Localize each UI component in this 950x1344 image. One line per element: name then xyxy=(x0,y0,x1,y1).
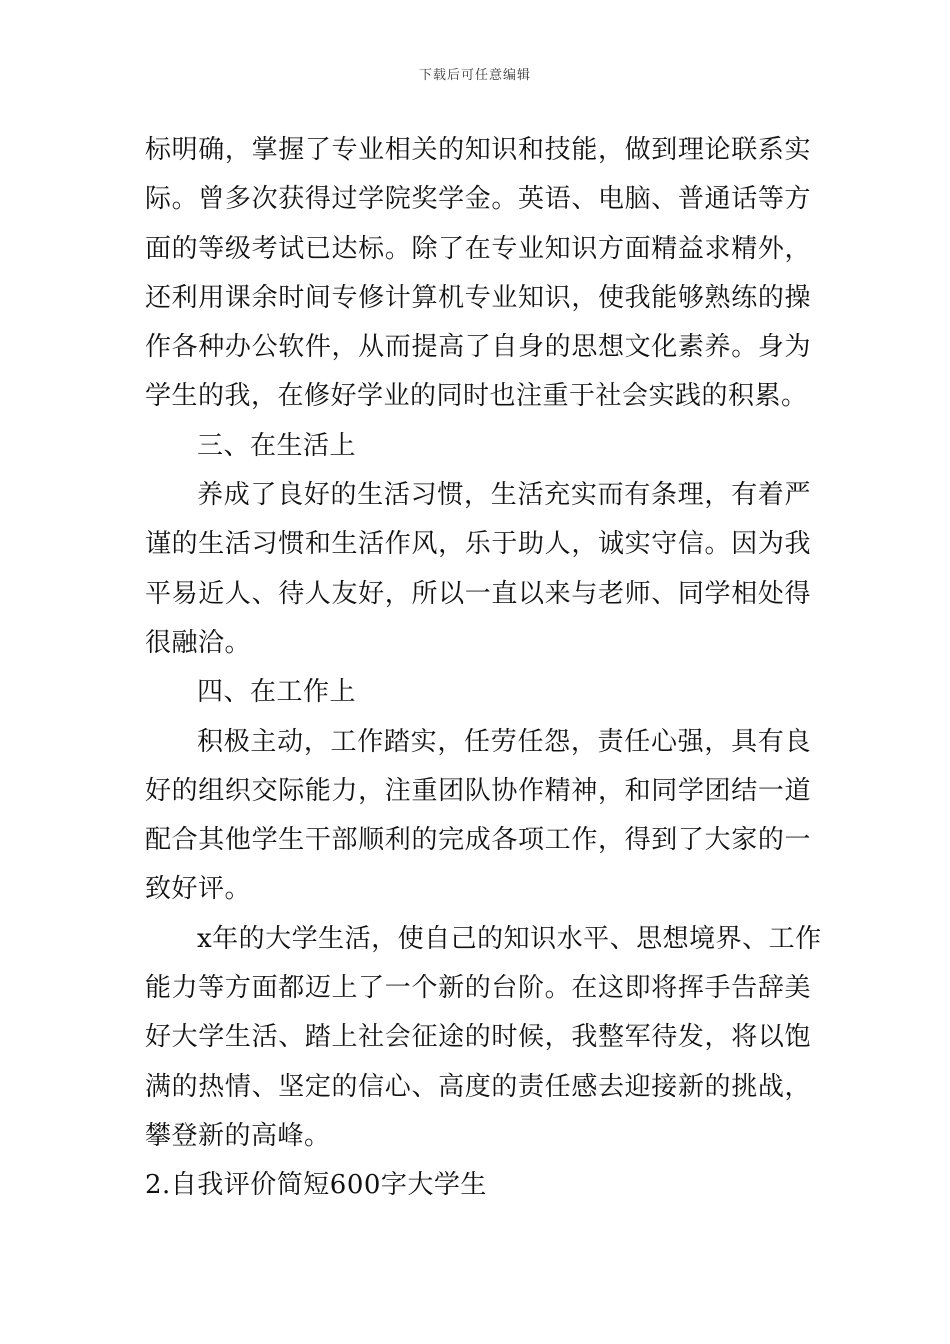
body-line: 好大学生活、踏上社会征途的时候，我整军待发，将以饱 xyxy=(145,1022,811,1053)
page-header: 下载后可任意编辑 xyxy=(418,68,531,83)
paragraph-first-line: 积极主动，工作踏实，任劳任怨，责任心强，具有良 xyxy=(197,726,811,757)
body-line: 还利用课余时间专修计算机专业知识，使我能够熟练的操 xyxy=(145,282,811,313)
section-heading: 三、在生活上 xyxy=(197,430,357,461)
next-section-title: 2.自我评价简短600字大学生 xyxy=(145,1170,487,1201)
paragraph-first-line: x年的大学生活，使自己的知识水平、思想境界、工作 xyxy=(197,923,822,954)
body-line: 满的热情、坚定的信心、高度的责任感去迎接新的挑战， xyxy=(145,1071,811,1102)
body-line: 际。曾多次获得过学院奖学金。英语、电脑、普通话等方 xyxy=(145,184,811,215)
body-line: 攀登新的高峰。 xyxy=(145,1120,331,1151)
body-line: 致好评。 xyxy=(145,874,252,905)
body-line: 很融洽。 xyxy=(145,627,252,658)
body-line: 好的组织交际能力，注重团队协作精神，和同学团结一道 xyxy=(145,775,811,806)
body-line: 平易近人、待人友好，所以一直以来与老师、同学相处得 xyxy=(145,578,811,609)
body-line: 配合其他学生干部顺利的完成各项工作，得到了大家的一 xyxy=(145,825,811,856)
body-line: 面的等级考试已达标。除了在专业知识方面精益求精外， xyxy=(145,233,811,264)
section-heading: 四、在工作上 xyxy=(197,677,357,708)
body-line: 标明确，掌握了专业相关的知识和技能，做到理论联系实 xyxy=(145,135,811,165)
body-line: 谨的生活习惯和生活作风，乐于助人，诚实守信。因为我 xyxy=(145,529,811,560)
paragraph-first-line: 养成了良好的生活习惯，生活充实而有条理，有着严 xyxy=(197,480,811,511)
body-line: 学生的我，在修好学业的同时也注重于社会实践的积累。 xyxy=(145,381,808,412)
document-body xyxy=(145,126,822,1211)
body-line: 作各种办公软件，从而提高了自身的思想文化素养。身为 xyxy=(145,332,811,363)
body-line: 能力等方面都迈上了一个新的台阶。在这即将挥手告辞美 xyxy=(145,973,811,1004)
